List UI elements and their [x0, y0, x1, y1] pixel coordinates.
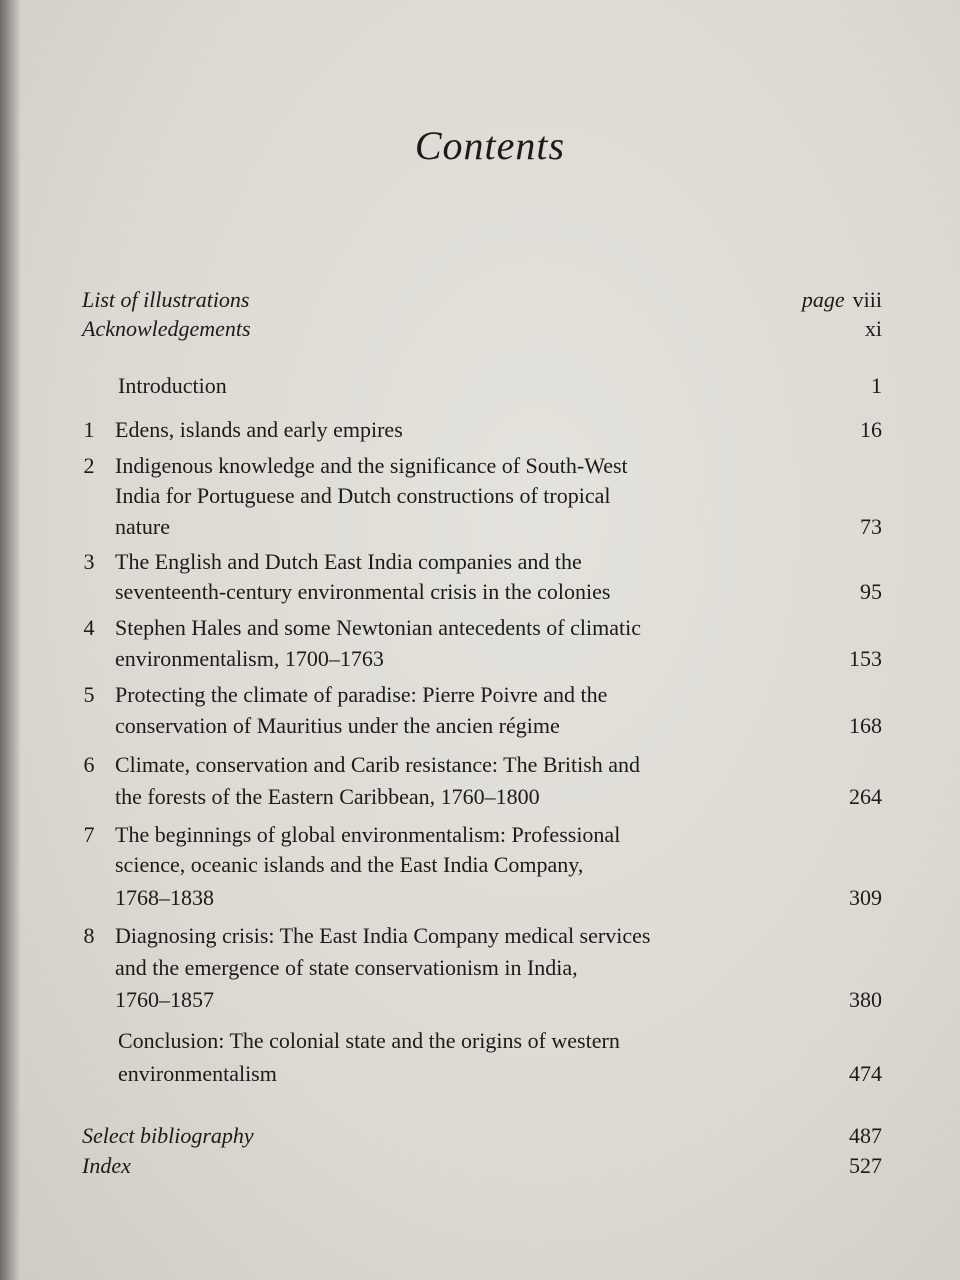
- chapter-title-line: The beginnings of global environmentalism: Professional: [115, 822, 621, 847]
- entry-page-number: 153: [849, 646, 882, 671]
- chapter-number: 7: [83, 822, 95, 847]
- conclusion-title-line: environmentalism: [118, 1061, 277, 1086]
- entry-page-number: 264: [849, 784, 882, 809]
- toc-entry-introduction: [20, 370, 960, 402]
- entry-page-number: viii: [852, 287, 882, 312]
- entry-label: Index: [82, 1153, 131, 1178]
- chapter-number: 8: [83, 923, 95, 948]
- toc-entry-chapter-4: [20, 612, 960, 644]
- entry-page-number: 16: [860, 417, 882, 442]
- chapter-title-line: science, oceanic islands and the East India Company,: [115, 852, 584, 877]
- toc-entry-index: [20, 1150, 960, 1182]
- entry-page-number: 95: [860, 579, 882, 604]
- toc-entry-chapter-8-cont: [20, 984, 960, 1016]
- chapter-title-line: environmentalism, 1700–1763: [115, 646, 384, 671]
- toc-entry-conclusion-cont: [20, 1058, 960, 1090]
- toc-entry-chapter-2-cont: [20, 511, 960, 543]
- toc-entry-chapter-7-cont: [20, 849, 960, 881]
- toc-entry-chapter-2: [20, 450, 960, 482]
- toc-entry-chapter-8-cont: [20, 952, 960, 984]
- entry-page-number: 474: [849, 1061, 882, 1086]
- chapter-title-line: the forests of the Eastern Caribbean, 1760–1800: [115, 784, 540, 809]
- toc-entry-chapter-3-cont: [20, 576, 960, 608]
- chapter-title-line: Diagnosing crisis: The East India Company medical services: [115, 923, 651, 948]
- toc-entry-conclusion: [20, 1025, 960, 1057]
- entry-page-number: 73: [860, 514, 882, 539]
- chapter-title-line: Climate, conservation and Carib resistance: The British and: [115, 752, 641, 777]
- chapter-title-line: conservation of Mauritius under the ancien régime: [115, 713, 560, 738]
- entry-page-number: 527: [849, 1153, 882, 1178]
- entry-label: Select bibliography: [82, 1123, 254, 1148]
- chapter-title-line: India for Portuguese and Dutch constructions of tropical: [115, 483, 611, 508]
- chapter-number: 1: [83, 417, 95, 442]
- chapter-title-line: nature: [115, 514, 170, 539]
- chapter-number: 3: [83, 549, 95, 574]
- toc-entry-chapter-7: [20, 819, 960, 851]
- chapter-title-line: seventeenth-century environmental crisis in the colonies: [115, 579, 611, 604]
- chapter-title-line: Protecting the climate of paradise: Pierre Poivre and the: [115, 682, 608, 707]
- toc-entry-chapter-3: [20, 546, 960, 578]
- chapter-number: 2: [83, 453, 95, 478]
- page-prefix: page: [801, 287, 845, 312]
- toc-entry-chapter-1: [20, 414, 960, 446]
- entry-page-number: 1: [871, 373, 882, 398]
- chapter-title-line: 1768–1838: [115, 885, 214, 910]
- toc-entry-list-of-illustrations: [20, 284, 960, 316]
- entry-page-number: 380: [849, 987, 882, 1012]
- chapter-title-line: Stephen Hales and some Newtonian antecedents of climatic: [115, 615, 641, 640]
- entry-page-number: 487: [849, 1123, 882, 1148]
- entry-page-number: 168: [849, 713, 882, 738]
- toc-entry-chapter-2-cont: [20, 480, 960, 512]
- toc-entry-chapter-5: [20, 679, 960, 711]
- chapter-title-line: The English and Dutch East India companies and the: [115, 549, 582, 574]
- chapter-number: 5: [83, 682, 95, 707]
- contents-page: [20, 0, 960, 1280]
- conclusion-title-line: Conclusion: The colonial state and the origins of western: [118, 1028, 620, 1053]
- toc-entry-chapter-5-cont: [20, 710, 960, 742]
- toc-entry-chapter-8: [20, 920, 960, 952]
- chapter-title-line: Indigenous knowledge and the significance of South-West: [115, 453, 628, 478]
- chapter-title-line: Edens, islands and early empires: [115, 417, 403, 442]
- toc-entry-chapter-7-cont: [20, 882, 960, 914]
- entry-page-number: 309: [849, 885, 882, 910]
- chapter-number: 6: [83, 752, 95, 777]
- toc-entry-chapter-6-cont: [20, 781, 960, 813]
- entry-page-number: xi: [864, 316, 882, 341]
- page-title: Contents: [414, 123, 566, 168]
- chapter-title-line: and the emergence of state conservationism in India,: [115, 955, 578, 980]
- chapter-title-line: 1760–1857: [115, 987, 214, 1012]
- toc-entry-acknowledgements: [20, 313, 960, 345]
- toc-entry-select-bibliography: [20, 1120, 960, 1152]
- entry-label: Acknowledgements: [82, 316, 251, 341]
- toc-entry-chapter-6: [20, 749, 960, 781]
- entry-label: Introduction: [118, 373, 227, 398]
- chapter-number: 4: [83, 615, 95, 640]
- toc-entry-chapter-4-cont: [20, 643, 960, 675]
- entry-label: List of illustrations: [82, 287, 250, 312]
- entry-page: [802, 284, 882, 316]
- book-gutter: [0, 0, 20, 1280]
